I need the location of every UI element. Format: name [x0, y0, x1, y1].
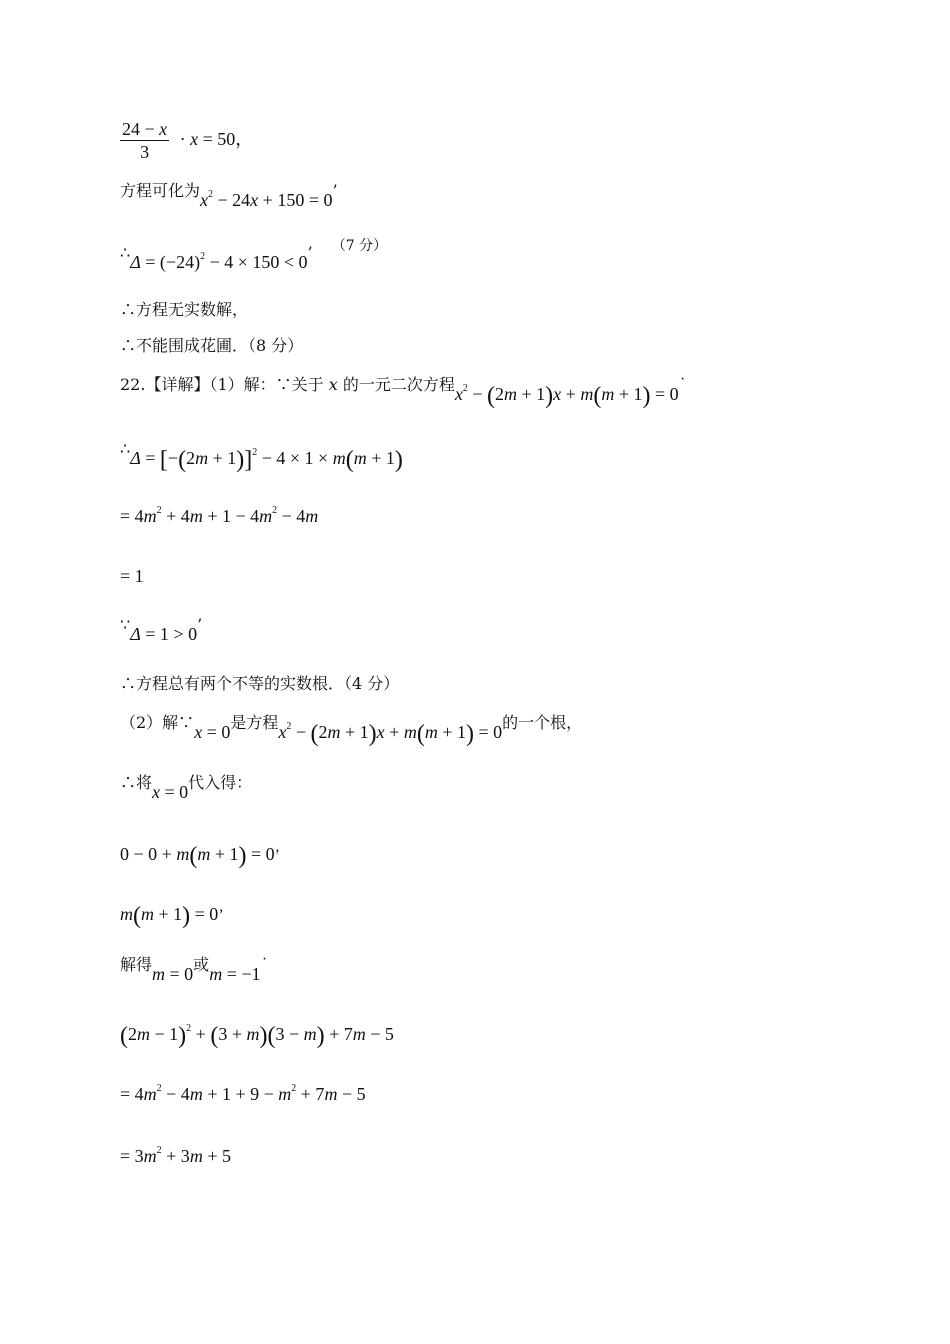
equation: m = −1 [209, 964, 261, 984]
equation: $x^2 - (2m + 1)x + m(m + 1) = 0$ [454, 383, 679, 409]
problem22-line: 22.【详解】（1）解：∵关于 x 的一元二次方程$x^2 - (2m + 1)x + m(m + 1)$ = 0˙ [120, 375, 687, 409]
text: 或 [193, 955, 210, 974]
equation: $\Delta = (-24)^2 - 4 \times 150 < 0$ [130, 251, 308, 272]
equation: x = 0 [152, 782, 189, 802]
equation: m = 0 [152, 964, 194, 984]
equation: $x^2 - 24x + 150 = 0$ [200, 189, 333, 210]
therefore-symbol: ∴ [120, 243, 131, 262]
fraction-equation [120, 118, 253, 163]
therefore-symbol: ∴ [120, 439, 131, 458]
text: 解得 [120, 955, 153, 974]
simplified-expression: = $3m^2 + 3m + 5$ [120, 1145, 231, 1166]
solutions-line: 解得m = 0或m = −1˙ [120, 955, 269, 984]
text: 方程可化为 [120, 181, 201, 200]
fraction-numerator: 24 − x [122, 119, 168, 139]
expanded-expression: = $4m^2 - 4m + 1 + 9 - m^2 + 7m - 5$ [120, 1083, 366, 1104]
substituted-equation: 0 − 0 + m(m + 1) = 0’ [120, 843, 280, 869]
equation: $x^2 - (2m + 1)x + m(m + 1) = 0$ [278, 721, 503, 747]
expression-line: $(2m - 1)^2 + (3 + m)(3 - m) + 7m - 5$ [120, 1023, 394, 1049]
text: 22.【详解】（1）解：∵关于 x 的一元二次方程 [120, 375, 455, 394]
fraction [120, 118, 169, 163]
fraction-denominator: 3 [140, 142, 150, 162]
text: （2）解∵ [120, 713, 195, 732]
text: 是方程 [230, 713, 279, 732]
result-step: = 1 [120, 566, 144, 586]
simplify-line: 方程可化为$x^2 - 24x + 150 = 0$’ [120, 181, 338, 210]
because-symbol: ∵ [120, 615, 131, 634]
equation: $\Delta = [-(2m + 1)]^2 - 4 \times 1 \times m(m + 1)$ [130, 447, 403, 473]
conclusion-line: ∴不能围成花圃．（8 分） [120, 336, 304, 355]
expand-step: = $4m^2 + 4m + 1 - 4m^2 - 4m$ [120, 505, 319, 526]
substitute-line [120, 772, 253, 802]
part2-line [120, 712, 583, 747]
equation: x = 0 [194, 722, 231, 742]
fraction-rest: · x = 50， [179, 128, 254, 149]
factored-equation: m(m + 1) = 0’ [120, 903, 224, 929]
score-note: （7 分） [331, 238, 388, 254]
equation: Δ = 1 > 0 [130, 624, 198, 644]
two-roots-line: ∴方程总有两个不等的实数根．（4 分） [120, 674, 400, 693]
text: 代入得： [188, 773, 253, 792]
text: ∴将 [120, 773, 153, 792]
text: 的一个根， [502, 713, 583, 732]
discriminant-line: ∴Δ = $(-24)^2 - 4 \times 150 < 0$’ （7 分） [120, 238, 388, 272]
delta-positive-line: ∵Δ = 1 > 0’ [120, 615, 203, 644]
no-solution-line: ∴方程无实数解， [120, 300, 249, 319]
